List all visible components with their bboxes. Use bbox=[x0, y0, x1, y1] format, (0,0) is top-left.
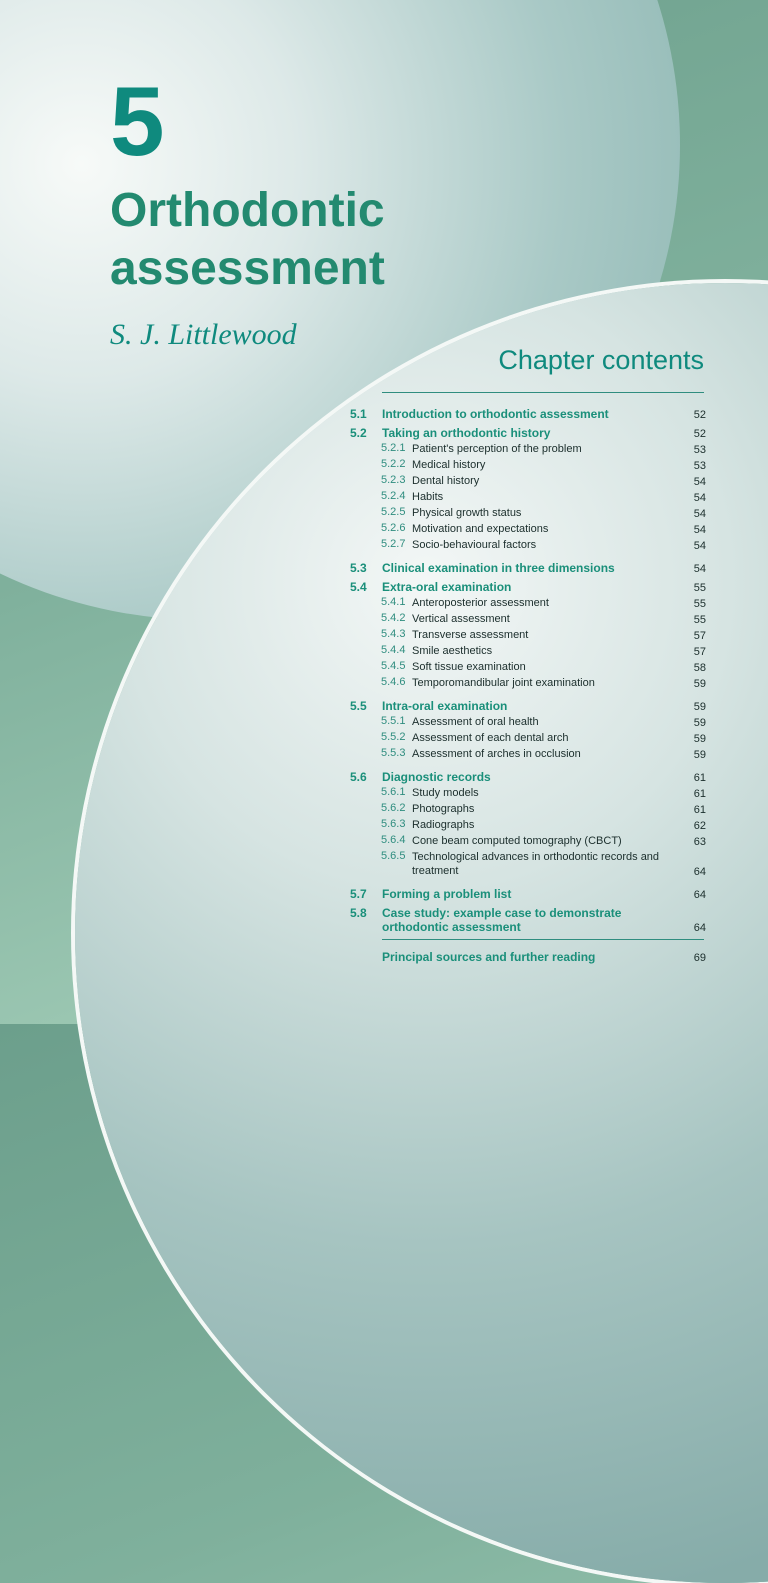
toc-entry-number: 5.6.4 bbox=[381, 834, 406, 846]
toc-entry-label: Dental history bbox=[412, 475, 480, 487]
toc-entry-label: Assessment of each dental arch bbox=[412, 732, 569, 744]
toc-tail bbox=[382, 950, 708, 964]
toc-entry-page: 52 bbox=[693, 428, 706, 440]
toc-entry-label: Temporomandibular joint examination bbox=[412, 677, 595, 689]
toc-entry-page: 61 bbox=[693, 804, 706, 816]
toc-entry-number: 5.4.4 bbox=[381, 644, 406, 656]
toc-entry-page: 59 bbox=[693, 678, 706, 690]
table-of-contents bbox=[350, 402, 708, 934]
toc-entry-label: Assessment of arches in occlusion bbox=[412, 748, 581, 760]
toc-entry-number: 5.4.5 bbox=[381, 660, 406, 672]
toc-entry-page: 53 bbox=[693, 460, 706, 472]
contents-top-rule bbox=[382, 392, 704, 393]
toc-entry-page: 54 bbox=[693, 508, 706, 520]
toc-entry-number: 5.4.2 bbox=[381, 612, 406, 624]
toc-entry-number: 5.6.2 bbox=[381, 802, 406, 814]
toc-entry-number: 5.2 bbox=[350, 426, 367, 440]
toc-subsection-entry[interactable] bbox=[350, 628, 708, 642]
toc-entry-further-reading[interactable] bbox=[382, 950, 708, 964]
chapter-number: 5 bbox=[110, 66, 165, 176]
toc-subsection-entry[interactable] bbox=[350, 538, 708, 552]
toc-subsection-entry[interactable] bbox=[350, 660, 708, 674]
toc-entry-page: 63 bbox=[693, 836, 706, 848]
toc-entry-label: Assessment of oral health bbox=[412, 716, 539, 728]
toc-entry-page: 52 bbox=[693, 409, 706, 421]
toc-entry-label: Socio-behavioural factors bbox=[412, 539, 537, 551]
toc-entry-number: 5.4 bbox=[350, 580, 367, 594]
toc-entry-label: Case study: example case to demonstrate orthodontic assessment bbox=[382, 906, 622, 934]
toc-entry-number: 5.5.2 bbox=[381, 731, 406, 743]
toc-entry-label: Photographs bbox=[412, 803, 475, 815]
chapter-title-line2: assessment bbox=[110, 242, 385, 295]
toc-entry-label: Transverse assessment bbox=[412, 629, 529, 641]
toc-entry-number: 5.2.1 bbox=[381, 442, 406, 454]
toc-entry-page: 54 bbox=[693, 563, 706, 575]
toc-entry-number: 5.2.7 bbox=[381, 538, 406, 550]
toc-subsection-entry[interactable] bbox=[350, 596, 708, 610]
toc-entry-number: 5.2.3 bbox=[381, 474, 406, 486]
toc-subsection-entry[interactable] bbox=[350, 458, 708, 472]
toc-section-entry[interactable] bbox=[350, 887, 708, 901]
toc-entry-number: 5.6.1 bbox=[381, 786, 406, 798]
toc-entry-page: 59 bbox=[693, 717, 706, 729]
toc-entry-number: 5.8 bbox=[350, 906, 367, 920]
toc-subsection-entry[interactable] bbox=[350, 747, 708, 761]
toc-entry-label: Taking an orthodontic history bbox=[382, 426, 551, 440]
toc-entry-page: 54 bbox=[693, 476, 706, 488]
toc-entry-page: 69 bbox=[693, 952, 706, 964]
toc-entry-number: 5.6 bbox=[350, 770, 367, 784]
toc-section-entry[interactable] bbox=[350, 561, 708, 575]
toc-subsection-entry[interactable] bbox=[350, 506, 708, 520]
toc-entry-page: 64 bbox=[693, 922, 706, 934]
toc-subsection-entry[interactable] bbox=[350, 802, 708, 816]
toc-entry-page: 62 bbox=[693, 820, 706, 832]
toc-subsection-entry[interactable] bbox=[350, 818, 708, 832]
toc-entry-page: 61 bbox=[693, 788, 706, 800]
toc-section-entry[interactable] bbox=[350, 407, 708, 421]
toc-subsection-entry[interactable] bbox=[350, 676, 708, 690]
toc-entry-label: Principal sources and further reading bbox=[382, 950, 596, 964]
toc-entry-number: 5.2.6 bbox=[381, 522, 406, 534]
toc-entry-page: 53 bbox=[693, 444, 706, 456]
toc-subsection-entry[interactable] bbox=[350, 715, 708, 729]
contents-heading: Chapter contents bbox=[498, 345, 704, 375]
toc-entry-number: 5.5.3 bbox=[381, 747, 406, 759]
toc-subsection-entry[interactable] bbox=[350, 612, 708, 626]
toc-entry-label: Motivation and expectations bbox=[412, 523, 549, 535]
toc-entry-number: 5.4.6 bbox=[381, 676, 406, 688]
toc-entry-number: 5.1 bbox=[350, 407, 367, 421]
toc-section-entry[interactable] bbox=[350, 770, 708, 784]
toc-entry-page: 54 bbox=[693, 524, 706, 536]
toc-entry-label: Physical growth status bbox=[412, 507, 522, 519]
toc-entry-page: 64 bbox=[693, 889, 706, 901]
toc-entry-label: Cone beam computed tomography (CBCT) bbox=[412, 835, 622, 847]
chapter-author: S. J. Littlewood bbox=[110, 318, 297, 351]
toc-entry-label: Habits bbox=[412, 491, 444, 503]
toc-section-entry[interactable] bbox=[350, 426, 708, 440]
toc-entry-label: Soft tissue examination bbox=[412, 661, 526, 673]
toc-entry-page: 57 bbox=[693, 646, 706, 658]
toc-entry-label: Anteroposterior assessment bbox=[412, 597, 549, 609]
toc-entry-page: 55 bbox=[693, 614, 706, 626]
toc-entry-label: Forming a problem list bbox=[382, 887, 512, 901]
toc-entry-page: 55 bbox=[693, 598, 706, 610]
toc-subsection-entry[interactable] bbox=[350, 644, 708, 658]
toc-entry-label: Technological advances in orthodontic records and treatment bbox=[412, 851, 660, 877]
toc-entry-label: Intra-oral examination bbox=[382, 699, 508, 713]
toc-entry-page: 64 bbox=[693, 866, 706, 878]
toc-entry-number: 5.2.5 bbox=[381, 506, 406, 518]
contents-bottom-rule bbox=[382, 939, 704, 940]
toc-entry-label: Clinical examination in three dimensions bbox=[382, 561, 615, 575]
toc-entry-number: 5.6.5 bbox=[381, 850, 406, 862]
toc-section-entry[interactable] bbox=[350, 699, 708, 713]
toc-entry-page: 54 bbox=[693, 492, 706, 504]
toc-entry-label: Medical history bbox=[412, 459, 486, 471]
toc-entry-number: 5.5.1 bbox=[381, 715, 406, 727]
toc-entry-page: 59 bbox=[693, 749, 706, 761]
toc-subsection-entry[interactable] bbox=[350, 522, 708, 536]
toc-entry-page: 58 bbox=[693, 662, 706, 674]
toc-subsection-entry[interactable] bbox=[350, 731, 708, 745]
toc-subsection-entry[interactable] bbox=[350, 490, 708, 504]
toc-subsection-entry[interactable] bbox=[350, 834, 708, 848]
toc-entry-page: 57 bbox=[693, 630, 706, 642]
toc-entry-label: Extra-oral examination bbox=[382, 580, 512, 594]
toc-entry-number: 5.2.2 bbox=[381, 458, 406, 470]
chapter-title bbox=[110, 182, 385, 298]
toc-subsection-entry[interactable] bbox=[350, 850, 708, 878]
toc-entry-number: 5.4.3 bbox=[381, 628, 406, 640]
toc-entry-page: 55 bbox=[693, 582, 706, 594]
toc-entry-number: 5.4.1 bbox=[381, 596, 406, 608]
toc-entry-page: 59 bbox=[693, 733, 706, 745]
toc-entry-page: 61 bbox=[693, 772, 706, 784]
toc-entry-label: Introduction to orthodontic assessment bbox=[382, 407, 609, 421]
toc-entry-page: 59 bbox=[693, 701, 706, 713]
toc-entry-number: 5.3 bbox=[350, 561, 367, 575]
toc-entry-number: 5.2.4 bbox=[381, 490, 406, 502]
toc-entry-label: Patient's perception of the problem bbox=[412, 443, 582, 455]
toc-entry-label: Vertical assessment bbox=[412, 613, 510, 625]
toc-entry-page: 54 bbox=[693, 540, 706, 552]
toc-entry-number: 5.7 bbox=[350, 887, 367, 901]
toc-entry-label: Radiographs bbox=[412, 819, 475, 831]
toc-entry-number: 5.5 bbox=[350, 699, 367, 713]
toc-section-entry[interactable] bbox=[350, 906, 708, 934]
toc-subsection-entry[interactable] bbox=[350, 474, 708, 488]
toc-section-entry[interactable] bbox=[350, 580, 708, 594]
toc-subsection-entry[interactable] bbox=[350, 786, 708, 800]
chapter-title-line1: Orthodontic bbox=[110, 184, 385, 237]
toc-entry-label: Study models bbox=[412, 787, 479, 799]
toc-entry-label: Smile aesthetics bbox=[412, 645, 493, 657]
toc-entry-number: 5.6.3 bbox=[381, 818, 406, 830]
toc-subsection-entry[interactable] bbox=[350, 442, 708, 456]
toc-entry-label: Diagnostic records bbox=[382, 770, 491, 784]
